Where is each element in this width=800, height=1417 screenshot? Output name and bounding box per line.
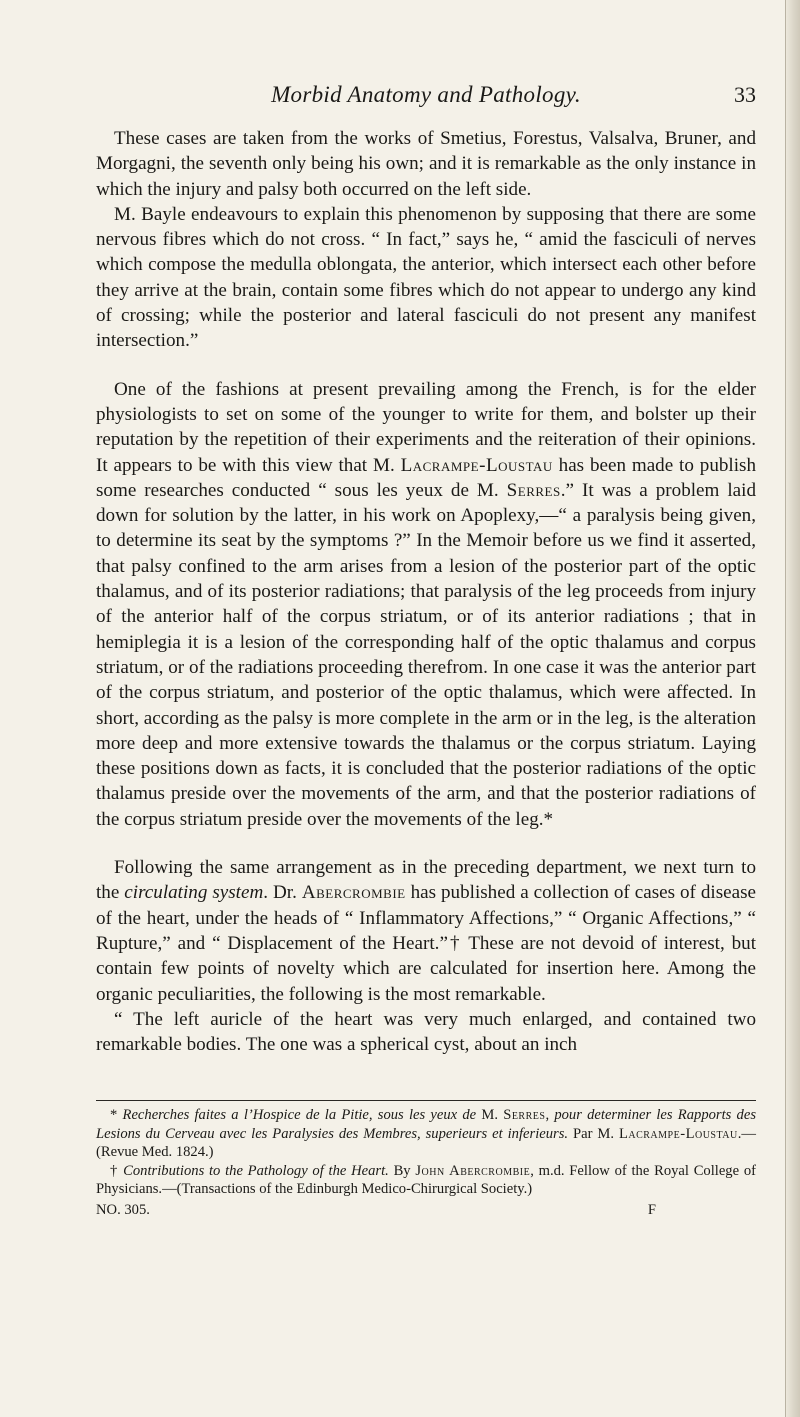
footnote-rule — [96, 1100, 756, 1101]
text-run: , — [545, 1107, 555, 1123]
italic-text: circulating system — [124, 882, 264, 904]
running-title: Morbid Anatomy and Pathology. — [271, 82, 581, 107]
text-run: M. Bayle endeavours to explain this phenomenon by supposing that there are some nervous fibres which do not cross. “ In fact,” says he, “ amid the fasciculi of nerves which compose the medulla oblongata, the anterior, which intersect each other before they arrive at the brain, contain some fibres which do not appear to undergo any kind of crossing; while the posterior and lateral fasciculi do not present any manifest intersection.” — [96, 203, 756, 352]
small-caps-name: Abercrombie — [301, 882, 406, 904]
italic-text: Contributions to the Pathology of the Heart. — [123, 1162, 389, 1179]
text-run: Following the same arrangement as in the preceding department, we next turn to the — [96, 857, 756, 904]
signature-number: NO. 305. — [96, 1201, 150, 1218]
paragraph — [96, 202, 756, 354]
paragraph — [96, 126, 756, 202]
page-header — [96, 82, 756, 112]
text-run: , m.d. Fellow of the Royal College of Physicians.—(Transactions of the Edinburgh Medico-Chirurgical Society.) — [96, 1162, 756, 1198]
paragraph — [96, 377, 756, 832]
small-caps-name: Lacrampe-Loustau — [618, 1125, 738, 1142]
small-caps-name: Serres — [506, 479, 561, 501]
text-run: M. — [476, 1107, 504, 1123]
footnote — [96, 1162, 756, 1199]
text-run: One of the fashions at present prevailing among the French, is for the elder physiologists to set on some of the younger to write for them, and bolster up their reputation by the repetition of their experiments and the reiteration of their opinions. It appears to be with this view that M. — [96, 378, 756, 476]
small-caps-name: Lacrampe-Loustau — [400, 454, 553, 476]
text-run: has published a collection of cases of disease of the heart, under the heads of “ Inflammatory Affections,” “ Organic Affections,” “ Rupture,” and “ Displacement of the Heart.”† These are not devoid of interest, but contain few points of novelty which are calculated for insertion here. Among the organic peculiarities, the following is the most remarkable. — [96, 882, 756, 1005]
text-run: These cases are taken from the works of Smetius, Forestus, Valsalva, Bruner, and Morgagni, the seventh only being his own; and it is remarkable as the only instance in which the injury and palsy both occurred on the left side. — [96, 128, 756, 200]
text-run: † — [110, 1162, 124, 1179]
signature-line — [96, 1201, 756, 1220]
paragraph — [96, 1007, 756, 1058]
text-run: By — [388, 1162, 416, 1179]
italic-text: Recherches faites a l’Hospice de la Pitie, sous les yeux de — [122, 1107, 477, 1123]
text-run: .” It was a problem laid down for solution by the latter, in his work on Apoplexy,—“ a paralysis being given, to determine its seat by the symptoms ?” In the Memoir before us we find it asserted, that palsy confined to the arm arises from a lesion of the posterior part of the optic thalamus, and of its posterior radiations; that paralysis of the leg proceeds from injury of the anterior half of the corpus striatum, or of its anterior radiations ; that in hemiplegia it is a lesion of the corresponding half of the optic thalamus and corpus striatum, or of the radiations proceeding therefrom. In one case it was the anterior part of the corpus striatum, and posterior of the optic thalamus, which were affected. In short, according as the palsy is more complete in the arm or in the leg, is the alteration more deep and more extensive towards the thalamus or the corpus striatum. Laying these positions down as facts, it is concluded that the posterior radiations of the optic thalamus preside over the movements of the arm, and that the posterior radiations of the corpus striatum preside over the movements of the leg.* — [96, 479, 756, 830]
page-number: 33 — [734, 82, 756, 107]
text-run: has been made to publish some researches conducted “ sous les yeux de M. — [96, 454, 756, 501]
footnotes — [96, 1106, 756, 1220]
paragraph — [96, 855, 756, 1007]
footnote — [96, 1106, 756, 1162]
text-run: “ The left auricle of the heart was very much enlarged, and contained two remarkable bodies. The one was a spherical cyst, about an inch — [96, 1008, 756, 1056]
signature-mark: F — [647, 1201, 656, 1218]
text-run: . Dr. — [263, 882, 302, 904]
small-caps-name: Serres — [503, 1107, 546, 1123]
text-run: * — [110, 1107, 123, 1123]
body-text — [96, 126, 756, 1057]
italic-text: pour determiner les Rapports des Lesions du Cerveau avec les Paralysies des Membres, superieurs et inferieurs. — [96, 1107, 757, 1142]
page-edge — [785, 0, 800, 1417]
text-run: .—(Revue Med. 1824.) — [96, 1125, 756, 1161]
small-caps-name: John Abercrombie — [415, 1162, 531, 1179]
text-run: Par M. — [568, 1125, 619, 1142]
